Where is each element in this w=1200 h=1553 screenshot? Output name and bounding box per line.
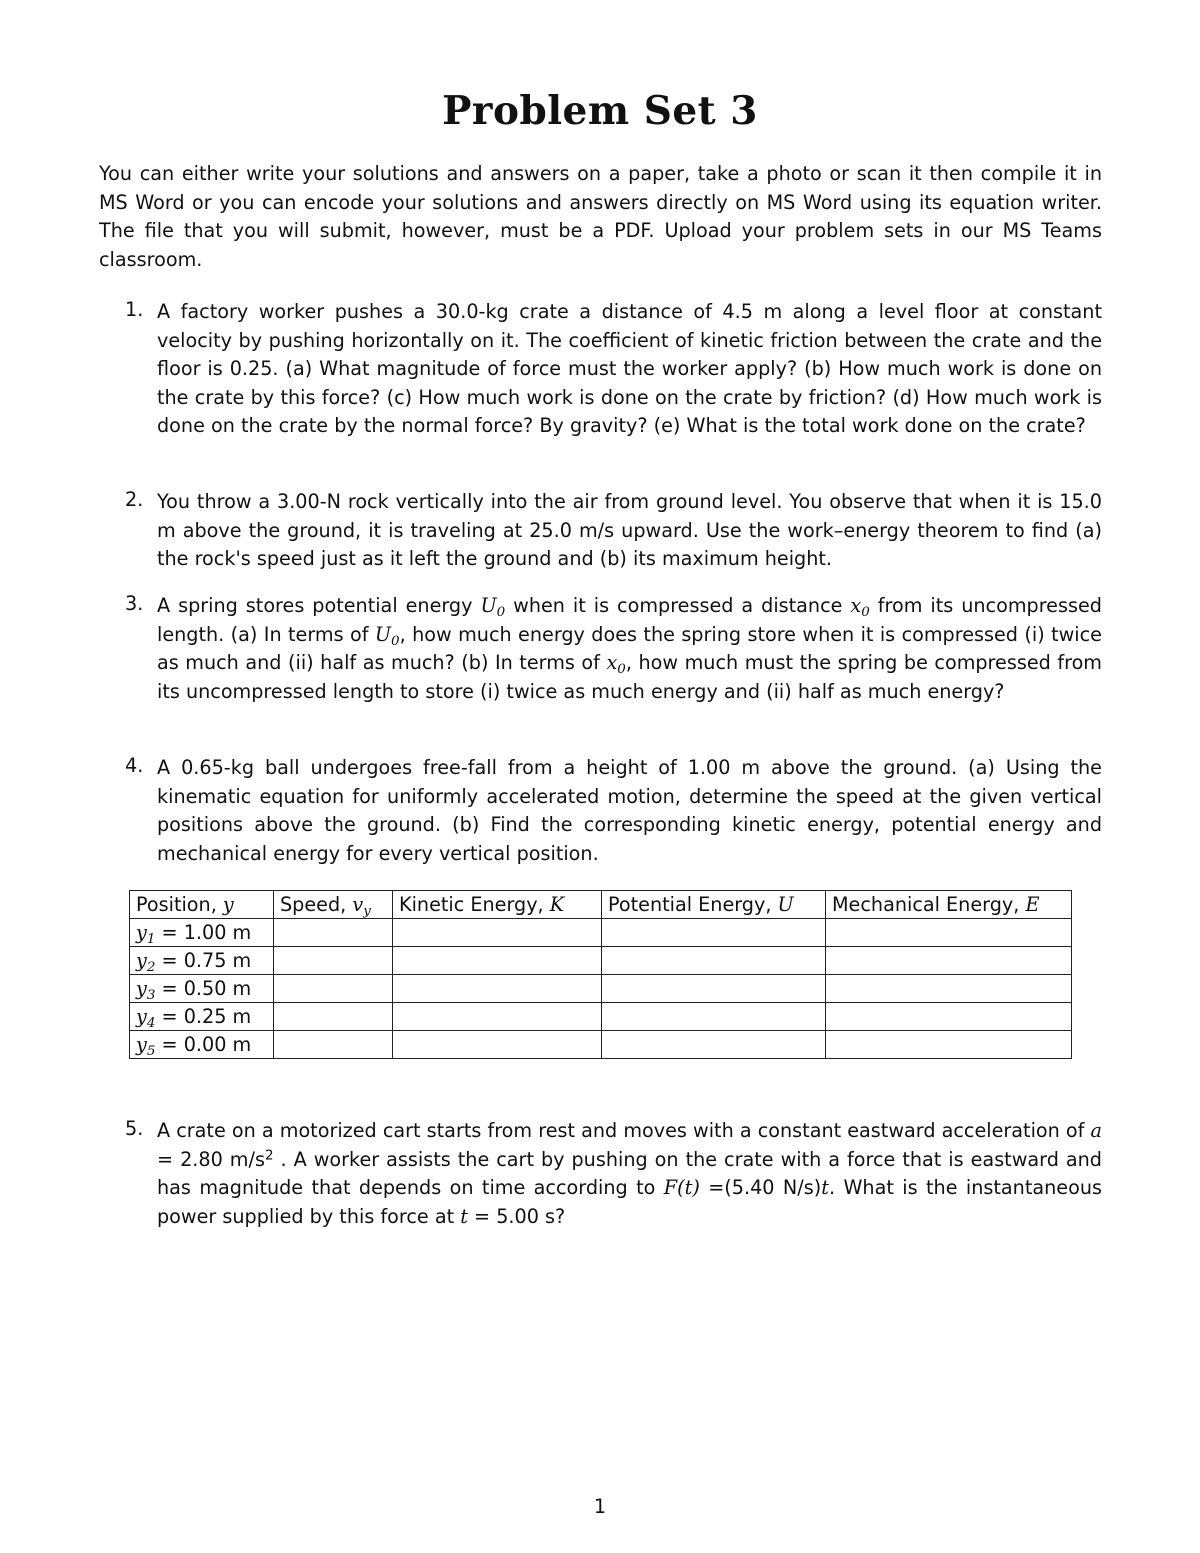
- speed-cell: [274, 919, 393, 947]
- column-header: Position, y: [130, 891, 274, 919]
- table-header-row: [130, 891, 1072, 919]
- table-row: [130, 1031, 1072, 1059]
- text-run: . A worker assists the cart by pushing on the crate with a force that is eastward and has magnitude that depends on time according to: [157, 1147, 1102, 1199]
- text-run: = 2.80 $m/s^2$: [157, 1147, 274, 1171]
- text-run: . What is the instantaneous power supplied by this force at: [157, 1176, 1102, 1228]
- position-cell: $y_4 = 0.25$ m: [130, 1003, 274, 1031]
- problem-number: 5.: [125, 1117, 144, 1140]
- speed-cell: [274, 1003, 393, 1031]
- problem-3: [99, 592, 1102, 706]
- problem-number: 2.: [125, 488, 144, 511]
- text-run: = 5.00 s?: [474, 1204, 566, 1228]
- math-symbol: $U_0$: [374, 622, 400, 649]
- text-run: when it is compressed a distance: [513, 594, 843, 617]
- speed-cell: [274, 947, 393, 975]
- text-run: , how much energy does the spring store when it is compressed (i) twice as much and (ii) half as much? (b) In terms of: [157, 622, 1102, 674]
- problem-number: 1.: [125, 298, 144, 321]
- table-row: [130, 1003, 1072, 1031]
- speed-cell: [274, 1031, 393, 1059]
- column-header: Potential Energy, U: [602, 891, 826, 919]
- mechanical-cell: [826, 947, 1072, 975]
- problem-text: A 0.65-kg ball undergoes free-fall from a height of 1.00 m above the ground. (a) Using the kinematic equation for uniformly accelerated motion, determine the speed at the given vertical positions above the ground. (b) Find the corresponding kinetic energy, potential energy and mechanical energy for every vertical position.: [157, 756, 1102, 865]
- text-run: =(5.40 N/s): [708, 1176, 822, 1199]
- problem-2: [99, 488, 1102, 574]
- column-header: Kinetic Energy, K: [393, 891, 602, 919]
- text-run: A spring stores potential energy: [157, 594, 473, 617]
- potential-cell: [602, 975, 826, 1003]
- table-row: [130, 975, 1072, 1003]
- math-symbol: $U_0$: [480, 594, 506, 621]
- mechanical-cell: [826, 975, 1072, 1003]
- problem-text: A factory worker pushes a 30.0-kg crate a distance of 4.5 m along a level floor at constant velocity by pushing horizontally on it. The coefficient of kinetic friction between the crate and the floor is 0.25. (a) What magnitude of force must the worker apply? (b) How much work is done on the crate by this force? (c) How much work is done on the crate by friction? (d) How much work is done on the crate by the normal force? By gravity? (e) What is the total work done on the crate?: [157, 300, 1102, 437]
- speed-cell: [274, 975, 393, 1003]
- energy-table: [129, 890, 1072, 1059]
- problem-1: [99, 298, 1102, 441]
- math-symbol: F(t): [663, 1176, 700, 1199]
- math-symbol: $x_0$: [606, 651, 626, 678]
- position-cell: $y_1 = 1.00$ m: [130, 919, 274, 947]
- position-cell: $y_2 = 0.75$ m: [130, 947, 274, 975]
- text-run: from its uncompressed length. (a) In terms of: [157, 594, 1102, 646]
- table-row: [130, 947, 1072, 975]
- problem-number: 4.: [125, 754, 144, 777]
- potential-cell: [602, 947, 826, 975]
- mechanical-cell: [826, 1031, 1072, 1059]
- mechanical-cell: [826, 919, 1072, 947]
- potential-cell: [602, 1031, 826, 1059]
- page-title: Problem Set 3: [442, 88, 758, 134]
- kinetic-cell: [393, 1031, 602, 1059]
- math-symbol: t: [821, 1176, 829, 1199]
- table-row: [130, 919, 1072, 947]
- problem-text: [157, 1117, 1102, 1231]
- math-symbol: t: [460, 1204, 468, 1228]
- math-symbol: a: [1090, 1119, 1102, 1142]
- problem-text: You throw a 3.00-N rock vertically into the air from ground level. You observe that when it is 15.0 m above the ground, it is traveling at 25.0 m/s upward. Use the work–energy theorem to find (a) the rock's speed just as it left the ground and (b) its maximum height.: [157, 490, 1102, 570]
- page-number: 1: [593, 1495, 607, 1518]
- math-symbol: $x_0$: [850, 594, 870, 621]
- problem-4: [99, 754, 1102, 868]
- text-run: , how much must the spring be compressed from its uncompressed length to store (i) twice as much energy and (ii) half as much energy?: [157, 651, 1102, 703]
- text-run: A crate on a motorized cart starts from rest and moves with a constant eastward acceleration of: [157, 1119, 1085, 1142]
- kinetic-cell: [393, 947, 602, 975]
- column-header: Speed, $v_y$: [274, 891, 393, 919]
- potential-cell: [602, 919, 826, 947]
- kinetic-cell: [393, 975, 602, 1003]
- problem-text: [157, 592, 1102, 706]
- problem-5: [99, 1117, 1102, 1231]
- problem-number: 3.: [125, 592, 144, 615]
- intro-paragraph: You can either write your solutions and answers on a paper, take a photo or scan it then compile it in MS Word or you can encode your solutions and answers directly on MS Word using its equation writer. The file that you will submit, however, must be a PDF. Upload your problem sets in our MS Teams classroom.: [99, 162, 1102, 271]
- mechanical-cell: [826, 1003, 1072, 1031]
- potential-cell: [602, 1003, 826, 1031]
- column-header: Mechanical Energy, E: [826, 891, 1072, 919]
- position-cell: $y_3 = 0.50$ m: [130, 975, 274, 1003]
- kinetic-cell: [393, 919, 602, 947]
- position-cell: $y_5 = 0.00$ m: [130, 1031, 274, 1059]
- kinetic-cell: [393, 1003, 602, 1031]
